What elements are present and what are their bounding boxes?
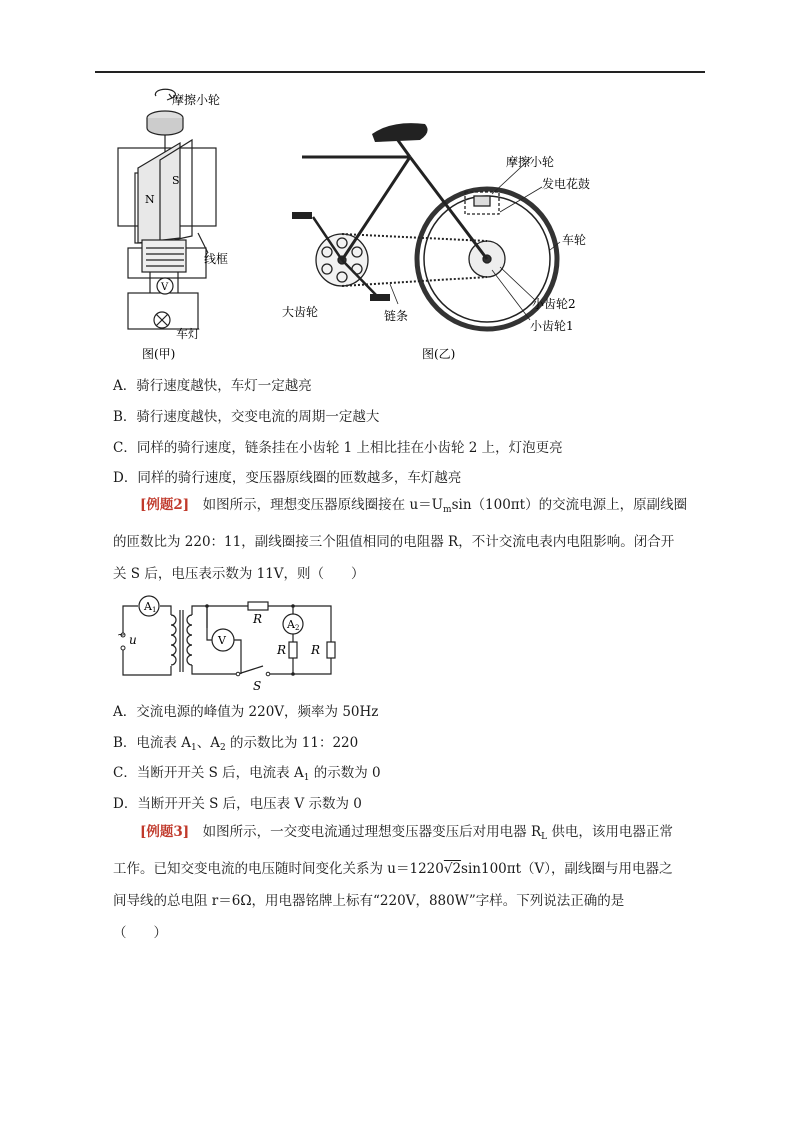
example3-line3: 间导线的总电阻 r＝6Ω，用电器铭牌上标有“220V，880W”字样。下列说法正确的是 bbox=[113, 893, 625, 909]
figure-yi bbox=[280, 112, 610, 362]
label-wheel: 车轮 bbox=[562, 233, 587, 247]
label-lamp: 车灯 bbox=[176, 327, 201, 341]
ammeter-a2-label: A2 bbox=[287, 618, 300, 632]
q2-option-d: D．当断开开关 S 后，电压表 V 示数为 0 bbox=[113, 796, 362, 812]
voltmeter-label: V bbox=[218, 634, 226, 647]
source-tilde: ~ bbox=[117, 630, 126, 641]
switch-s-label: S bbox=[253, 679, 262, 692]
label-s: S bbox=[172, 174, 180, 187]
q1-option-b: B．骑行速度越快，交变电流的周期一定越大 bbox=[113, 409, 380, 425]
header-rule bbox=[95, 71, 705, 73]
example2-tag: [例题2] bbox=[140, 497, 190, 513]
source-u-label: u bbox=[129, 633, 137, 647]
label-small-gear-2: 小齿轮2 bbox=[532, 297, 576, 311]
label-n: N bbox=[145, 193, 155, 206]
q2-option-c: C．当断开开关 S 后，电流表 $A_1$ 的示数为 0 bbox=[113, 765, 381, 783]
ammeter-a1-label: A1 bbox=[144, 600, 157, 614]
label-generator-hub: 发电花鼓 bbox=[542, 177, 591, 191]
resistor-mid-label: R bbox=[277, 643, 287, 657]
example3-tag: [例题3] bbox=[140, 824, 190, 840]
q2-option-a: A．交流电源的峰值为 220V，频率为 50Hz bbox=[113, 704, 379, 720]
q1-option-d: D．同样的骑行速度，变压器原线圈的匝数越多，车灯越亮 bbox=[113, 470, 462, 486]
resistor-top-label: R bbox=[253, 612, 263, 626]
label-big-gear: 大齿轮 bbox=[282, 305, 319, 319]
example3-line4: （ ） bbox=[113, 925, 167, 941]
label-frame: 线框 bbox=[204, 252, 229, 266]
saddle-shape bbox=[372, 123, 428, 142]
example2-line3: 关 S 后，电压表示数为 11V，则（ ） bbox=[113, 566, 365, 582]
label-small-gear-1: 小齿轮1 bbox=[530, 319, 574, 333]
resistor-right-label: R bbox=[311, 643, 321, 657]
label-chain: 链条 bbox=[384, 309, 409, 323]
example3-paragraph: [例题3] 如图所示，一交变电流通过理想变压器变压后对用电器 $R_L$ 供电，该用电器正常 工作。已知交变电流的电压随时间变化关系为 u＝1220√2sin100πt（V），副线圈与用电器之 间导线的总电阻 r＝6Ω，用电器铭牌上标有“220V，880W”字样。下列说法正确的是 （ ） bbox=[113, 816, 709, 949]
q1-option-a: A．骑行速度越快，车灯一定越亮 bbox=[113, 378, 312, 394]
q1-option-c: C．同样的骑行速度，链条挂在小齿轮 1 上相比挂在小齿轮 2 上，灯泡更亮 bbox=[113, 440, 563, 456]
label-meter-v: V bbox=[161, 282, 169, 293]
example2-paragraph: [例题2] 如图所示，理想变压器原线圈接在 $u=U_m\sin(100\pi t)$的交流电源上，原副线圈 的匝数比为 220：11，副线圈接三个阻值相同的电阻器 R，不计交流电表内电阻影响。闭合开 关 S 后，电压表示数为 11V，则（ ） bbox=[113, 489, 709, 590]
label-friction-wheel-yi: 摩擦小轮 bbox=[506, 155, 555, 169]
example3-line2: 工作。已知交变电流的电压随时间变化关系为 u＝1220√2sin100πt（V），副线圈与用电器之 bbox=[113, 861, 673, 877]
label-friction-wheel: 摩擦小轮 bbox=[172, 93, 221, 107]
caption-yi: 图(乙) bbox=[422, 347, 456, 361]
caption-jia: 图(甲) bbox=[142, 347, 176, 361]
q2-option-b: B．电流表 $A_1$、$A_2$ 的示数比为 11：220 bbox=[113, 735, 359, 753]
circuit-diagram bbox=[113, 590, 353, 692]
example2-line2: 的匝数比为 220：11，副线圈接三个阻值相同的电阻器 R，不计交流电表内电阻影响。闭合开 bbox=[113, 534, 675, 550]
figure-jia bbox=[110, 88, 240, 363]
